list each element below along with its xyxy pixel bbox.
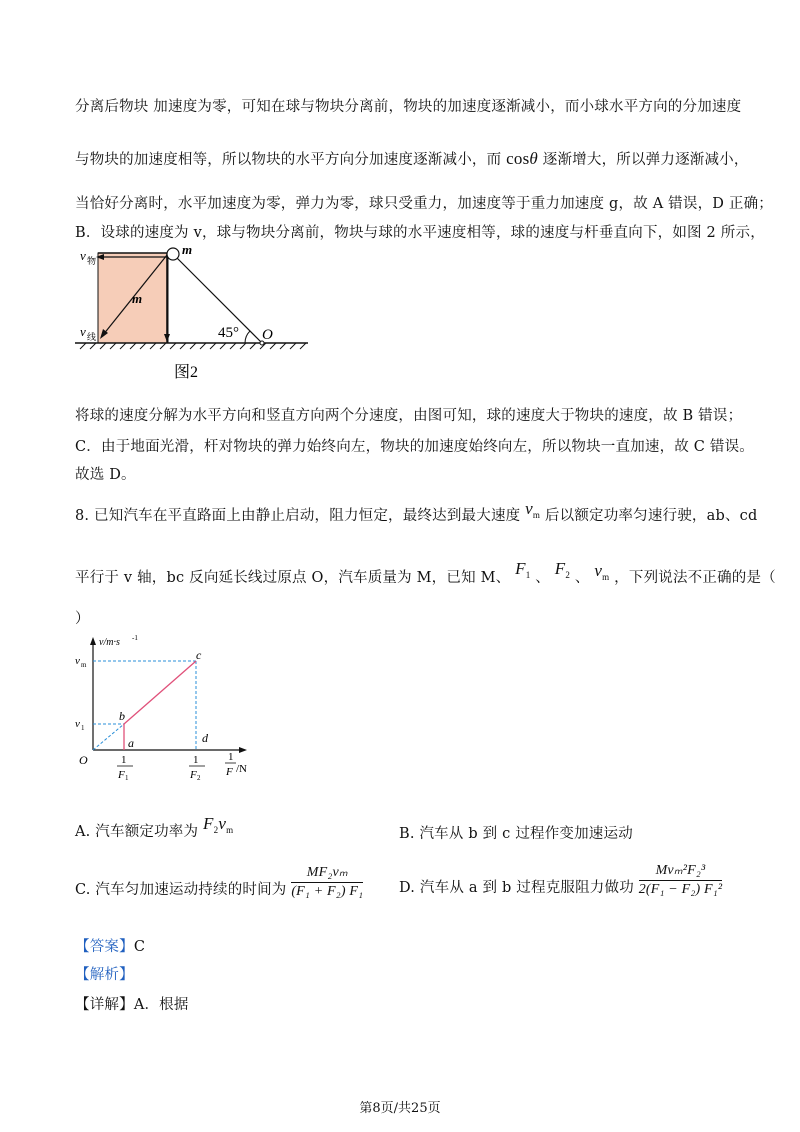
option-d-denominator: 2(F₁ − F₂) F₁² bbox=[638, 882, 723, 897]
y-axis-label: v/m·s bbox=[99, 637, 120, 648]
f1-symbol: $F_1$ bbox=[515, 559, 531, 580]
figure-2 bbox=[70, 243, 320, 383]
cos-theta: cosθ bbox=[506, 149, 538, 168]
option-d-numerator: Mvₘ²F₂³ bbox=[639, 862, 723, 881]
ball bbox=[167, 248, 179, 260]
origin-label: O bbox=[79, 753, 88, 767]
detail-tag: 【详解】 bbox=[75, 997, 134, 1013]
bc-line bbox=[124, 661, 196, 724]
detail-text: A．根据 bbox=[133, 997, 189, 1013]
option-a-formula: $F_2v_m$ bbox=[203, 814, 234, 835]
option-c-denominator: (F₁ + F₂) F₁ bbox=[291, 884, 364, 899]
f2-symbol: $F_2$ bbox=[554, 559, 571, 580]
answer-value: C bbox=[133, 939, 146, 955]
y-axis-exp: -1 bbox=[132, 634, 138, 642]
question-8-line-3: ） bbox=[75, 611, 90, 627]
m-mid-label: m bbox=[132, 291, 143, 306]
o-label: O bbox=[262, 327, 273, 343]
analysis-tag: 【解析】 bbox=[75, 967, 134, 983]
analysis-line bbox=[75, 963, 134, 984]
v-wu-sub: 物 bbox=[87, 256, 97, 266]
text-line-7: 故选 D。 bbox=[75, 467, 136, 483]
answer-line bbox=[75, 935, 145, 956]
point-b-label: b bbox=[119, 709, 125, 723]
v-xian-label: v bbox=[80, 324, 86, 339]
tick-1-den: F bbox=[118, 769, 125, 781]
angle-arc bbox=[245, 331, 250, 343]
v-wu-label: v bbox=[80, 248, 86, 263]
vm-symbol: $v_m$ bbox=[525, 499, 541, 520]
m-top-label: m bbox=[182, 243, 193, 257]
text-line-4: B．设球的速度为 v，球与物块分离前，物块与球的水平速度相等，球的速度与杆垂直向下，如图 2 所示， bbox=[75, 225, 765, 241]
point-c-label: c bbox=[196, 648, 202, 662]
point-a-label: a bbox=[128, 736, 134, 750]
text-line-3: 当恰好分离时，水平加速度为零，弹力为零，球只受重力，加速度等于重力加速度 g，故 A 错误，D 正确； bbox=[75, 196, 774, 212]
x-axis-arrow bbox=[239, 747, 247, 753]
x-axis-den: F bbox=[226, 766, 233, 778]
figure-caption: 图2 bbox=[174, 364, 199, 381]
tick-1-num: 1 bbox=[121, 754, 127, 766]
question-8-line-1: 8. 已知汽车在平直路面上由静止启动，阻力恒定，最终达到最大速度 $v_m$ 后以额定功率匀速行驶，ab、cd bbox=[75, 499, 758, 524]
option-c-fraction bbox=[291, 864, 363, 900]
text-line-1: 分离后物块 加速度为零，可知在球与物块分离前，物块的加速度逐渐减小，而小球水平方向的分加速度 bbox=[75, 99, 742, 115]
option-b: B. 汽车从 b 到 c 过程作变加速运动 bbox=[399, 826, 633, 842]
v-xian-sub: 线 bbox=[87, 332, 97, 342]
option-a: A. 汽车额定功率为 $F_2v_m$ bbox=[75, 814, 234, 840]
tick-2-den: F bbox=[190, 769, 197, 781]
y-axis-arrow bbox=[90, 637, 96, 645]
page-footer: 第8页/共25页 bbox=[359, 1101, 441, 1116]
v1-label-sub: 1 bbox=[81, 724, 85, 732]
text-line-2 bbox=[75, 148, 749, 169]
text-line-2b: 逐渐增大，所以弹力逐渐减小， bbox=[542, 152, 749, 168]
text-line-5: 将球的速度分解为水平方向和竖直方向两个分速度，由图可知，球的速度大于物块的速度，故 B 错误； bbox=[75, 408, 743, 424]
tick-2-num: 1 bbox=[193, 754, 199, 766]
v-inverse-f-graph bbox=[70, 632, 270, 782]
vm-symbol-2: $v_m$ bbox=[594, 561, 610, 582]
option-d-label: D. 汽车从 a 到 b 过程克服阻力做功 bbox=[399, 880, 634, 896]
x-axis-unit: /N bbox=[236, 763, 247, 775]
detail-line bbox=[75, 993, 189, 1014]
tick-1-den-sub: 1 bbox=[125, 774, 129, 782]
answer-tag: 【答案】 bbox=[75, 939, 134, 955]
vm-label: v bbox=[75, 655, 80, 667]
option-c bbox=[75, 864, 363, 900]
text-line-6: C．由于地面光滑，杆对物块的弹力始终向左，物块的加速度始终向左，所以物块一直加速，故 C 错误。 bbox=[75, 439, 755, 455]
option-c-numerator: MF₂vₘ bbox=[291, 864, 363, 883]
option-d-fraction bbox=[639, 862, 723, 898]
angle-label: 45° bbox=[218, 325, 239, 341]
v1-label: v bbox=[75, 718, 80, 730]
origin-b-guide bbox=[93, 724, 124, 750]
question-8-line-2: 平行于 v 轴，bc 反向延长线过原点 O，汽车质量为 M，已知 M、 $F_1$ 、 $F_2$ 、 $v_m$ ，下列说法不正确的是（ bbox=[75, 559, 776, 586]
option-d bbox=[399, 862, 722, 898]
vm-label-sub: m bbox=[81, 661, 87, 669]
tick-2-den-sub: 2 bbox=[197, 774, 201, 782]
ground-hatch bbox=[80, 343, 306, 349]
x-axis-num: 1 bbox=[228, 751, 234, 763]
text-line-2a: 与物块的加速度相等，所以物块的水平方向分加速度逐渐减小，而 bbox=[75, 152, 502, 168]
point-d-label: d bbox=[202, 731, 208, 745]
option-c-label: C. 汽车匀加速运动持续的时间为 bbox=[75, 882, 287, 898]
